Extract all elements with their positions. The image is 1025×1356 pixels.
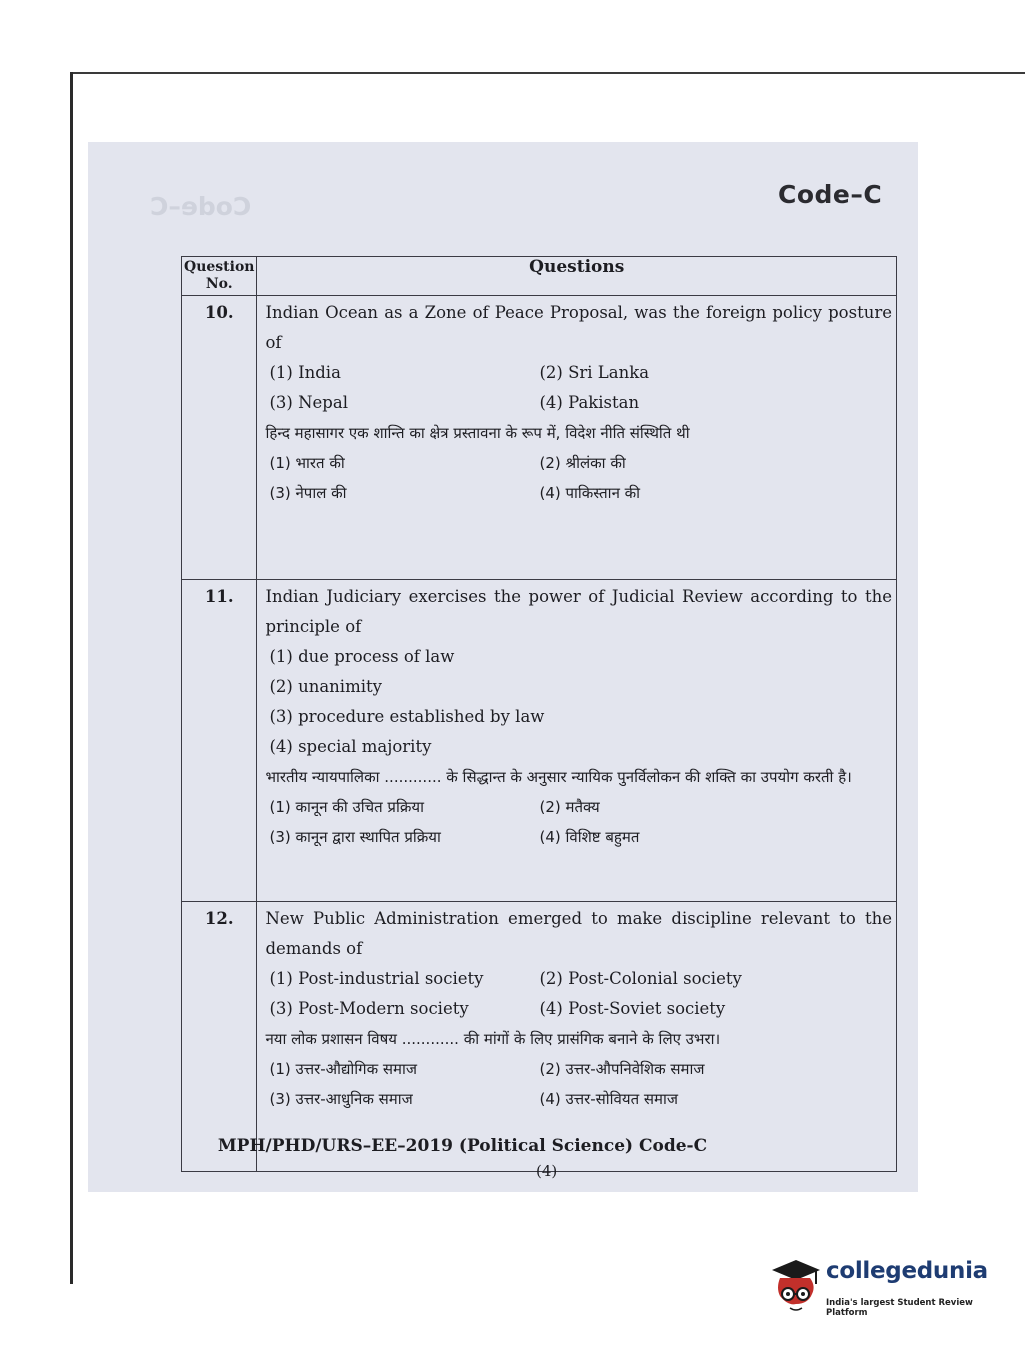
option: (1) due process of law [269,647,455,666]
question-text-hindi: नया लोक प्रशासन विषय ............ की मांगों के लिए प्रासंगिक बनाने के लिए उभरा। [265,1030,721,1048]
page-number: (4) [536,1162,558,1180]
question-table [181,256,897,1172]
option-hindi: (2) मतैक्य [539,798,600,816]
option-hindi: (1) कानून की उचित प्रक्रिया [269,798,424,816]
question-text: New Public Administration emerged to make discipline relevant to the demands of [265,909,892,958]
option-hindi: (4) उत्तर-सोवियत समाज [539,1090,679,1108]
table-header-row [182,257,897,296]
question-number: 12. [182,902,257,1172]
brand-name: collegedunia [826,1258,988,1284]
option: (4) Post-Soviet society [539,999,726,1018]
footer-title: MPH/PHD/URS–EE–2019 (Political Science) Code-C [217,1136,708,1156]
question-number: 11. [182,580,257,902]
option: (4) special majority [269,737,432,756]
question-text: Indian Ocean as a Zone of Peace Proposal, was the foreign policy posture of [265,303,892,352]
option-hindi: (1) भारत की [269,454,345,472]
col-header-qno: Question No. [182,257,257,296]
scan-left-edge [70,72,73,1284]
option-hindi: (2) श्रीलंका की [539,454,626,472]
option-hindi: (4) विशिष्ट बहुमत [539,828,640,846]
option-hindi: (3) नेपाल की [269,484,347,502]
option: (3) procedure established by law [269,707,545,726]
option: (3) Nepal [269,393,348,412]
question-row [182,902,897,1172]
bleed-through-text: Code–C [150,192,252,221]
question-row [182,580,897,902]
student-mascot-icon [768,1258,824,1318]
option: (2) unanimity [269,677,382,696]
question-text: Indian Judiciary exercises the power of Judicial Review according to the principle of [265,587,892,636]
option-hindi: (3) उत्तर-आधुनिक समाज [269,1090,413,1108]
question-text-hindi: हिन्द महासागर एक शान्ति का क्षेत्र प्रस्तावना के रूप में, विदेश नीति संस्थिति थी [265,424,690,442]
option: (2) Sri Lanka [539,363,650,382]
question-row [182,296,897,580]
collegedunia-logo[interactable] [768,1252,1008,1324]
question-number: 10. [182,296,257,580]
page-footer [0,1136,1025,1156]
option: (1) Post-industrial society [269,969,484,988]
option: (1) India [269,363,341,382]
option-hindi: (2) उत्तर-औपनिवेशिक समाज [539,1060,705,1078]
col-header-questions: Questions [257,257,897,296]
option: (2) Post-Colonial society [539,969,742,988]
option: (4) Pakistan [539,393,640,412]
paper-code: Code–C [778,180,883,209]
scan-top-edge [72,72,1025,74]
option: (3) Post-Modern society [269,999,469,1018]
brand-tagline: India's largest Student Review Platform [826,1298,973,1318]
option-hindi: (1) उत्तर-औद्योगिक समाज [269,1060,418,1078]
question-text-hindi: भारतीय न्यायपालिका ............ के सिद्धान्त के अनुसार न्यायिक पुनर्विलोकन की शक्ति का उपयोग करती है। [265,768,852,786]
option-hindi: (3) कानून द्वारा स्थापित प्रक्रिया [269,828,441,846]
option-hindi: (4) पाकिस्तान की [539,484,641,502]
